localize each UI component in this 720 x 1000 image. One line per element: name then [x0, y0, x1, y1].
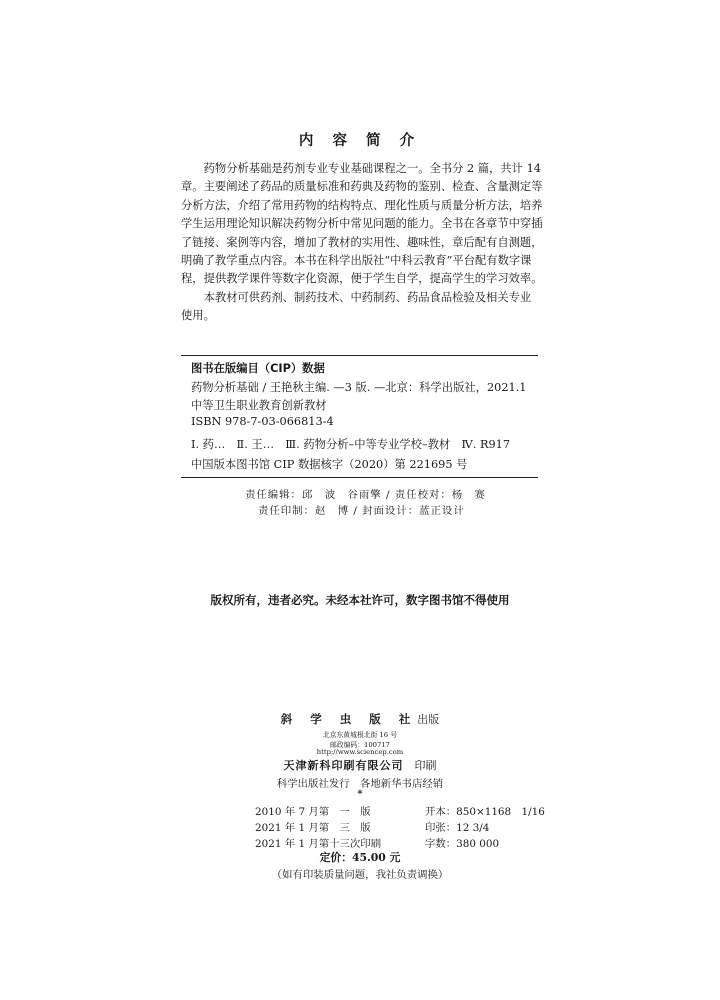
edition-left: 2010 年 7 月第 一 版	[255, 806, 371, 818]
publisher-postcode: 邮政编码：100717	[330, 741, 390, 749]
price: 定价：45.00 元	[319, 851, 401, 864]
intro-line: 了链接、案例等内容，增加了教材的实用性、趣味性，章后配有自测题，	[181, 235, 543, 249]
intro-line: 分析方法，介绍了常用药物的结构特点、理化性质与质量分析方法，培养	[181, 198, 543, 212]
intro-line: 药物分析基础是药剂专业专业基础课程之一。全书分 2 篇，共计 14	[181, 162, 541, 175]
cip-isbn: ISBN 978-7-03-066813-4	[191, 415, 334, 428]
intro-line: 明确了教学重点内容。本书在科学出版社“中科云教育”平台配有数字课	[181, 254, 532, 268]
intro-line: 程，提供教学课件等数字化资源，便于学生自学，提高学生的学习效率。	[181, 272, 543, 286]
intro-paragraph-1	[181, 160, 543, 289]
intro-title: 内 容 简 介	[298, 133, 422, 149]
cip-top-rule	[181, 355, 538, 356]
copyright-notice: 版权所有，违者必究。未经本社许可，数字图书馆不得使用	[210, 593, 510, 607]
credits-line-1: 责任编辑：邱 波 谷雨擎 / 责任校对：杨 赛	[245, 489, 486, 501]
printer-suffix: 印刷	[414, 759, 437, 772]
intro-line: 学生运用理论知识解决药物分析中常见问题的能力。全书在各章节中穿插	[181, 217, 543, 231]
cip-classification: Ⅰ. 药… Ⅱ. 王… Ⅲ. 药物分析–中等专业学校–教材 Ⅳ. R917	[191, 438, 511, 451]
distribution-line: 科学出版社发行 各地新华书店经销	[276, 778, 444, 790]
publisher-suffix: 出版	[417, 713, 440, 726]
intro-line: 使用。	[181, 309, 215, 323]
edition-row	[255, 819, 489, 834]
edition-right: 印张：12 3/4	[425, 822, 490, 834]
cip-bottom-rule	[181, 477, 538, 478]
edition-right: 开本：850×1168 1/16	[425, 806, 545, 818]
edition-left: 2021 年 1 月第十三次印刷	[255, 838, 382, 850]
publisher-website: http://www.sciencep.com	[316, 748, 404, 756]
edition-row	[255, 803, 545, 818]
publisher-line	[0, 711, 720, 727]
credits-line-2: 责任印制：赵 博 / 封面设计：蓝正设计	[258, 505, 465, 517]
cip-library-number: 中国版本图书馆 CIP 数据核字（2020）第 221695 号	[191, 458, 468, 471]
separator-asterisk: *	[357, 789, 363, 800]
intro-line: 章。主要阐述了药品的质量标准和药典及药物的鉴别、检查、含量测定等	[181, 180, 543, 194]
printer-line	[0, 757, 720, 773]
intro-line: 本教材可供药剂、制药技术、中药制药、药品食品检验及相关专业	[181, 291, 532, 304]
printer-name: 天津新科印刷有限公司	[283, 759, 404, 772]
publisher-name: 斜 学 虫 版 社	[280, 712, 418, 726]
edition-right: 字数：380 000	[425, 838, 500, 850]
edition-left: 2021 年 1 月第 三 版	[255, 822, 371, 834]
edition-row	[255, 835, 499, 850]
publisher-address: 北京东黄城根北街 16 号	[322, 731, 398, 739]
cip-title-line: 药物分析基础 / 王艳秋主编. —3 版. —北京：科学出版社，2021.1	[191, 381, 527, 394]
intro-paragraph-2	[181, 289, 538, 326]
cip-heading: 图书在版编目（CIP）数据	[191, 362, 325, 375]
quality-notice: （如有印装质量问题，我社负责调换）	[271, 869, 449, 881]
cip-series-line: 中等卫生职业教育创新教材	[191, 399, 327, 412]
